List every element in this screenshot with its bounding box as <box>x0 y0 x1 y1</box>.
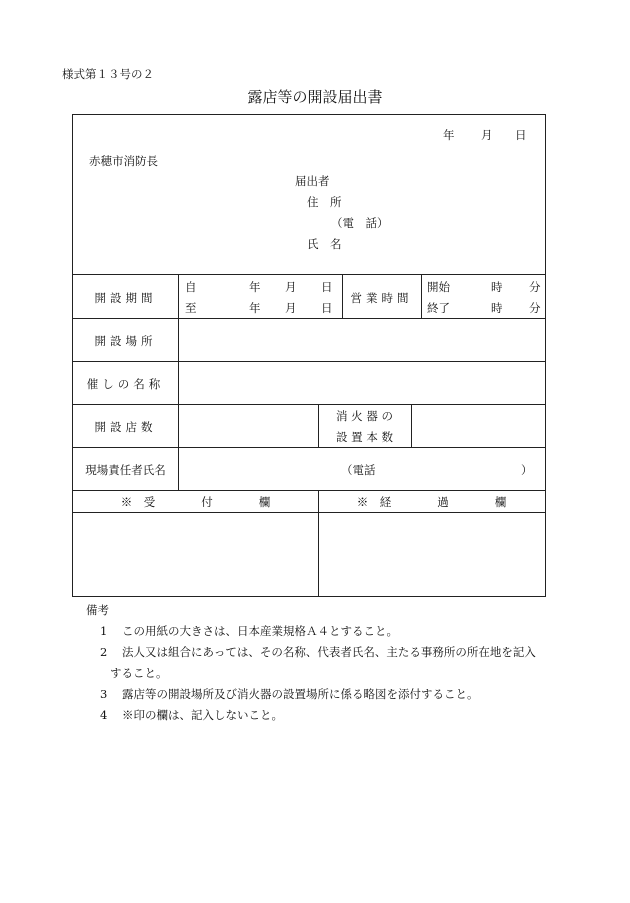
hours-label: 営業時間 <box>350 291 413 305</box>
document-title: 露店等の開設届出書 <box>247 88 383 106</box>
period-to-label: 至 <box>185 301 197 315</box>
note-text: ※印の欄は、記入しないこと。 <box>122 708 283 722</box>
manager-label: 現場責任者氏名 <box>85 463 166 477</box>
note-text: すること。 <box>110 666 168 680</box>
period-label: 開設期間 <box>94 291 157 305</box>
note-item <box>72 705 552 726</box>
date-month-label: 月 <box>481 128 493 142</box>
store-count-label: 開設店数 <box>94 420 157 434</box>
note-text: この用紙の大きさは、日本産業規格Ａ４とすること。 <box>122 624 398 638</box>
name-label: 氏 名 <box>307 237 342 251</box>
note-text: 露店等の開設場所及び消火器の設置場所に係る略図を添付すること。 <box>122 687 479 701</box>
notes-section <box>72 600 552 726</box>
phone-label: （電 話） <box>331 216 389 230</box>
period-from-label: 自 <box>185 280 197 294</box>
notes-heading: 備考 <box>86 603 109 617</box>
period-from-year: 年 <box>249 280 261 294</box>
note-item <box>72 642 552 663</box>
rule-line <box>73 274 545 275</box>
note-text: 法人又は組合にあっては、その名称、代表者氏名、主たる事務所の所在地を記入 <box>122 645 536 659</box>
rule-line <box>73 404 545 405</box>
note-number: 4 <box>100 708 108 722</box>
period-from-month: 月 <box>285 280 297 294</box>
notifier-label: 届出者 <box>295 174 330 188</box>
rule-line <box>73 318 545 319</box>
note-item <box>72 621 552 642</box>
rule-line <box>73 512 545 513</box>
note-number: 2 <box>100 645 108 659</box>
rule-line <box>73 447 545 448</box>
date-day-label: 日 <box>515 128 527 142</box>
hours-end-minute: 分 <box>529 301 541 315</box>
rule-line <box>178 274 179 490</box>
period-from-day: 日 <box>321 280 333 294</box>
note-item <box>72 684 552 705</box>
hours-start-label: 開始 <box>427 280 450 294</box>
period-to-year: 年 <box>249 301 261 315</box>
rule-line <box>73 490 545 491</box>
hours-end-hour: 時 <box>491 301 503 315</box>
reception-header: ※ 受 付 欄 <box>120 495 271 509</box>
extinguisher-label-line1: 消 火 器 の <box>336 409 393 423</box>
event-name-label: 催しの名称 <box>86 377 165 391</box>
address-label: 住 所 <box>307 195 342 209</box>
period-to-month: 月 <box>285 301 297 315</box>
hours-start-minute: 分 <box>529 280 541 294</box>
rule-line <box>411 404 412 447</box>
hours-end-label: 終了 <box>427 301 450 315</box>
hours-start-hour: 時 <box>491 280 503 294</box>
location-label: 開設場所 <box>94 334 157 348</box>
note-item-continuation <box>72 663 552 684</box>
date-year-label: 年 <box>443 128 455 142</box>
manager-phone-close: ） <box>521 463 533 477</box>
extinguisher-label-line2: 設 置 本 数 <box>336 430 393 444</box>
form-sheet <box>72 114 546 597</box>
manager-phone-open: （電話 <box>341 463 376 477</box>
progress-header: ※ 経 過 欄 <box>356 495 507 509</box>
rule-line <box>73 361 545 362</box>
period-to-day: 日 <box>321 301 333 315</box>
note-number: 1 <box>100 624 108 638</box>
note-number: 3 <box>100 687 108 701</box>
rule-line <box>421 274 422 318</box>
form-number: 様式第１３号の２ <box>62 67 154 81</box>
addressee: 赤穂市消防長 <box>89 154 158 168</box>
